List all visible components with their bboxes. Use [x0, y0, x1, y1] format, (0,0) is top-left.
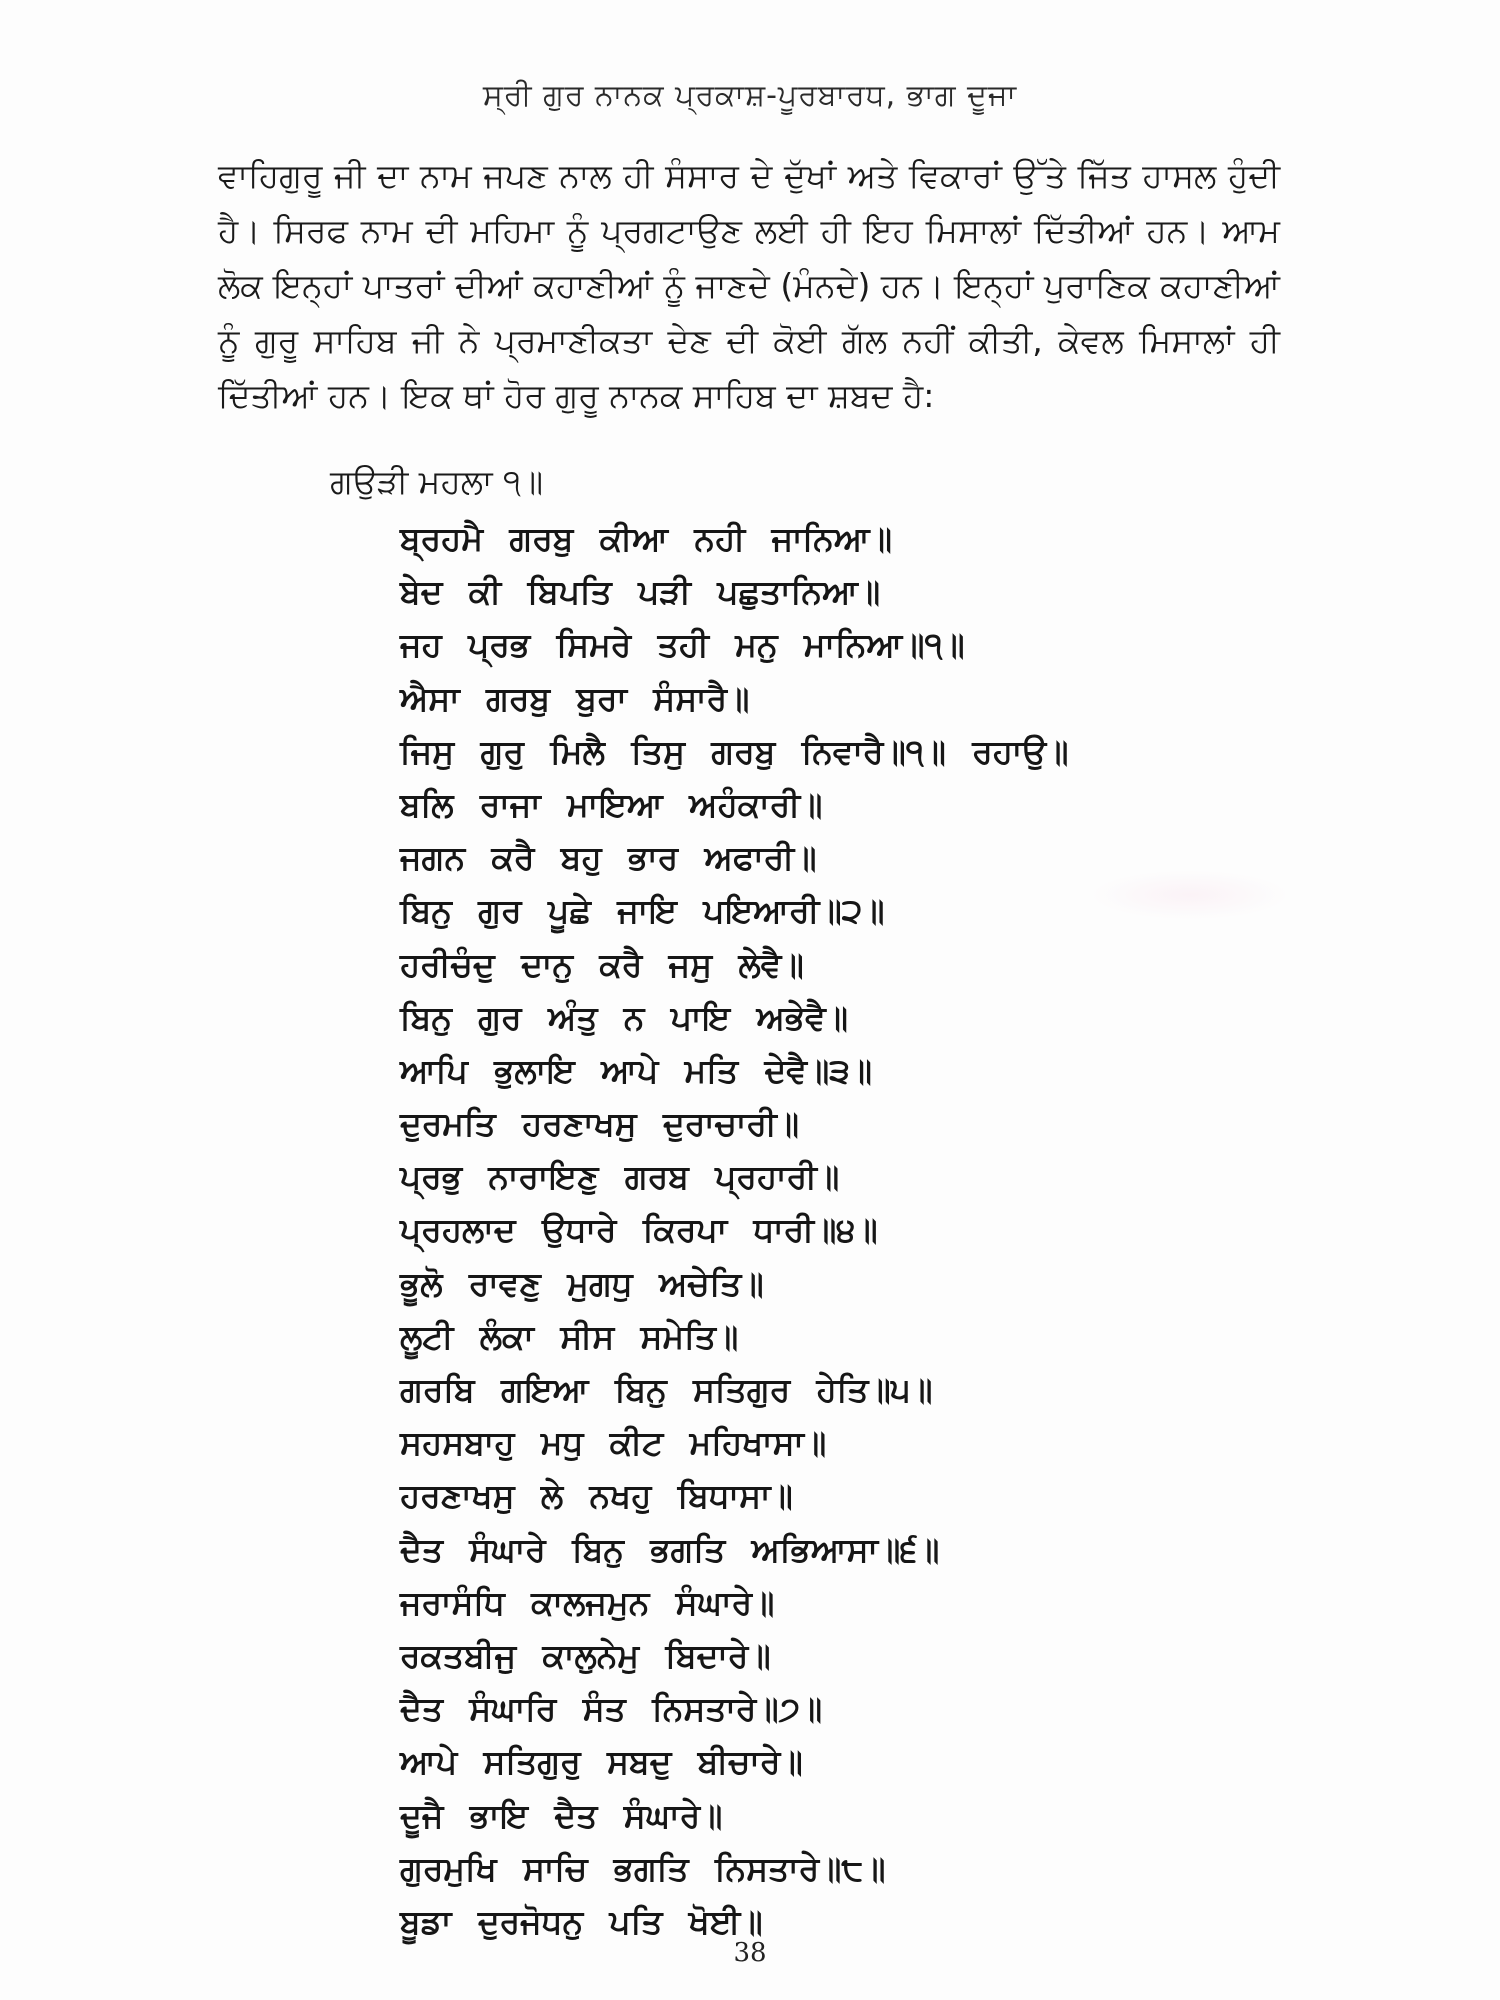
- verse-line: ਰਕਤਬੀਜੁ ਕਾਲੁਨੇਮੁ ਬਿਦਾਰੇ॥: [400, 1635, 771, 1675]
- verse-line: ਬਿਨੁ ਗੁਰ ਅੰਤੁ ਨ ਪਾਇ ਅਭੇਵੈ॥: [400, 997, 848, 1037]
- verse-line: ਆਪਿ ਭੁਲਾਇ ਆਪੇ ਮਤਿ ਦੇਵੈ॥੩॥: [400, 1050, 872, 1090]
- verse-line: ਐਸਾ ਗਰਬੁ ਬੁਰਾ ਸੰਸਾਰੈ॥: [400, 678, 750, 718]
- verse-list: [400, 512, 1120, 1948]
- verse-line: ਬਿਨੁ ਗੁਰ ਪੂਛੇ ਜਾਇ ਪਇਆਰੀ॥੨॥: [400, 891, 885, 931]
- verse-line: ਦੈਤ ਸੰਘਾਰਿ ਸੰਤ ਨਿਸਤਾਰੇ॥੭॥: [400, 1689, 823, 1729]
- verse-line: ਬਲਿ ਰਾਜਾ ਮਾਇਆ ਅਹੰਕਾਰੀ॥: [400, 784, 823, 824]
- verse-line: ਪ੍ਰਭੁ ਨਾਰਾਇਣੁ ਗਰਬ ਪ੍ਰਹਾਰੀ॥: [400, 1157, 840, 1197]
- verse-line: ਬੇਦ ਕੀ ਬਿਪਤਿ ਪੜੀ ਪਛੁਤਾਨਿਆ॥: [400, 572, 881, 612]
- verse-line: ਹਰੀਚੰਦੁ ਦਾਨੁ ਕਰੈ ਜਸੁ ਲੇਵੈ॥: [400, 944, 804, 984]
- page-number: 38: [733, 1938, 767, 1968]
- shabad-heading: ਗਉੜੀ ਮਹਲਾ ੧॥: [330, 462, 544, 501]
- verse-line: ਜਹ ਪ੍ਰਭ ਸਿਮਰੇ ਤਹੀ ਮਨੁ ਮਾਨਿਆ॥੧॥: [400, 625, 965, 665]
- verse-line: ਜਗਨ ਕਰੈ ਬਹੁ ਭਾਰ ਅਫਾਰੀ॥: [400, 838, 817, 878]
- verse-line: ਭੂਲੋ ਰਾਵਣੁ ਮੁਗਧੁ ਅਚੇਤਿ॥: [400, 1263, 764, 1303]
- verse-line: ਲੂਟੀ ਲੰਕਾ ਸੀਸ ਸਮੇਤਿ॥: [400, 1316, 739, 1356]
- verse-line: ਦੁਰਮਤਿ ਹਰਣਾਖਸੁ ਦੁਰਾਚਾਰੀ॥: [400, 1104, 800, 1144]
- verse-line: ਗੁਰਮੁਖਿ ਸਾਚਿ ਭਗਤਿ ਨਿਸਤਾਰੇ॥੮॥: [400, 1848, 886, 1888]
- verse-line: ਪ੍ਰਹਲਾਦ ਉਧਾਰੇ ਕਿਰਪਾ ਧਾਰੀ॥੪॥: [400, 1210, 878, 1250]
- verse-line: ਸਹਸਬਾਹੁ ਮਧੁ ਕੀਟ ਮਹਿਖਾਸਾ॥: [400, 1423, 827, 1463]
- verse-line: ਜਰਾਸੰਧਿ ਕਾਲਜਮੁਨ ਸੰਘਾਰੇ॥: [400, 1582, 775, 1622]
- verse-line: ਦੂਜੈ ਭਾਇ ਦੈਤ ਸੰਘਾਰੇ॥: [400, 1795, 723, 1835]
- paper-smudge: [1090, 870, 1290, 920]
- running-header: ਸ੍ਰੀ ਗੁਰ ਨਾਨਕ ਪ੍ਰਕਾਸ਼-ਪੂਰਬਾਰਧ, ਭਾਗ ਦੂਜਾ: [482, 78, 1018, 113]
- verse-line: ਦੈਤ ਸੰਘਾਰੇ ਬਿਨੁ ਭਗਤਿ ਅਭਿਆਸਾ॥੬॥: [400, 1529, 940, 1569]
- verse-line: ਬ੍ਰਹਮੈ ਗਰਬੁ ਕੀਆ ਨਹੀ ਜਾਨਿਆ॥: [400, 519, 892, 558]
- verse-line: ਹਰਣਾਖਸੁ ਲੇ ਨਖਹੁ ਬਿਧਾਸਾ॥: [400, 1476, 793, 1516]
- verse-line: ਗਰਬਿ ਗਇਆ ਬਿਨੁ ਸਤਿਗੁਰ ਹੇਤਿ॥੫॥: [400, 1370, 933, 1409]
- verse-line: ਆਪੇ ਸਤਿਗੁਰੁ ਸਬਦੁ ਬੀਚਾਰੇ॥: [400, 1742, 803, 1782]
- intro-paragraph: ਵਾਹਿਗੁਰੂ ਜੀ ਦਾ ਨਾਮ ਜਪਣ ਨਾਲ ਹੀ ਸੰਸਾਰ ਦੇ ਦੁੱਖਾਂ ਅਤੇ ਵਿਕਾਰਾਂ ਉੱਤੇ ਜਿੱਤ ਹਾਸਲ ਹੁੰਦੀ ਹੈ। ਸਿਰਫ ਨਾਮ ਦੀ ਮਹਿਮਾ ਨੂੰ ਪ੍ਰਗਟਾਉਣ ਲਈ ਹੀ ਇਹ ਮਿਸਾਲਾਂ ਦਿੱਤੀਆਂ ਹਨ। ਆਮ ਲੋਕ ਇਨ੍ਹਾਂ ਪਾਤਰਾਂ ਦੀਆਂ ਕਹਾਣੀਆਂ ਨੂੰ ਜਾਣਦੇ (ਮੰਨਦੇ) ਹਨ। ਇਨ੍ਹਾਂ ਪੁਰਾਣਿਕ ਕਹਾਣੀਆਂ ਨੂੰ ਗੁਰੂ ਸਾਹਿਬ ਜੀ ਨੇ ਪ੍ਰਮਾਣੀਕਤਾ ਦੇਣ ਦੀ ਕੋਈ ਗੱਲ ਨਹੀਂ ਕੀਤੀ, ਕੇਵਲ ਮਿਸਾਲਾਂ ਹੀ ਦਿੱਤੀਆਂ ਹਨ। ਇਕ ਥਾਂ ਹੋਰ ਗੁਰੂ ਨਾਨਕ ਸਾਹਿਬ ਦਾ ਸ਼ਬਦ ਹੈ:: [218, 156, 1280, 415]
- verse-line: ਬੂਡਾ ਦੁਰਜੋਧਨੁ ਪਤਿ ਖੋਈ॥: [400, 1901, 763, 1941]
- verse-line: ਜਿਸੁ ਗੁਰੁ ਮਿਲੈ ਤਿਸੁ ਗਰਬੁ ਨਿਵਾਰੈ॥੧॥ ਰਹਾਉ॥: [400, 731, 1069, 771]
